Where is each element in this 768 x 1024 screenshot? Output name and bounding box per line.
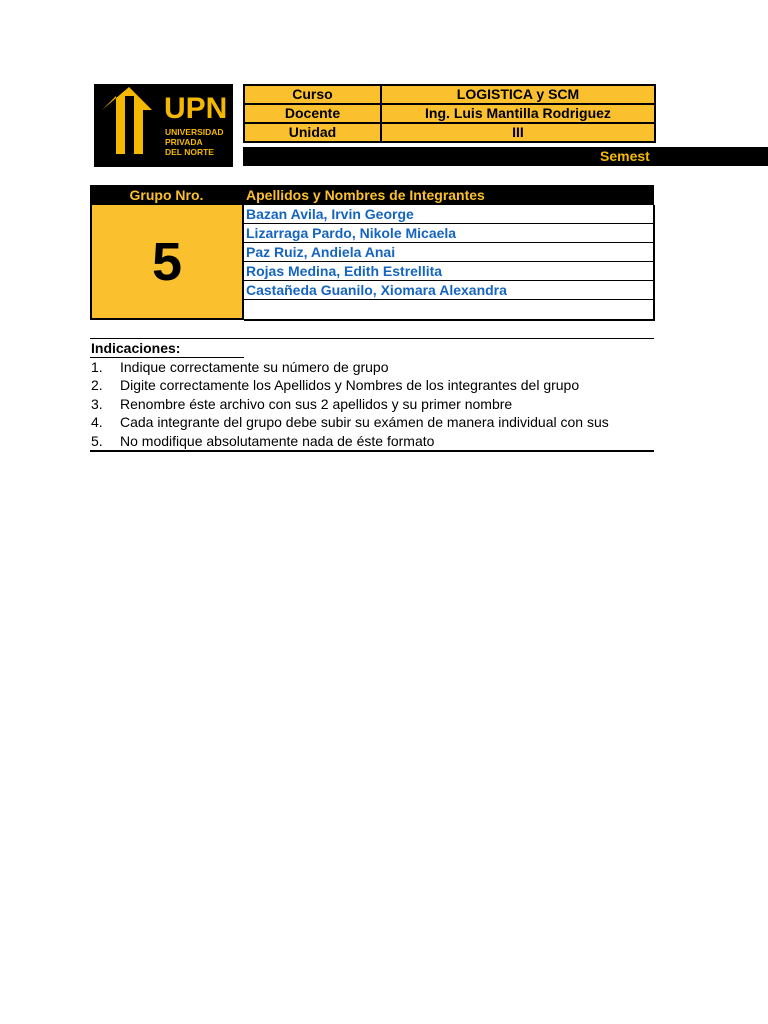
instruction-number: 4. bbox=[91, 414, 103, 431]
instruction-item bbox=[90, 432, 654, 450]
group-number: 5 bbox=[151, 232, 183, 292]
instruction-number: 2. bbox=[91, 377, 103, 394]
info-key: Curso bbox=[244, 85, 381, 104]
semester-bar bbox=[243, 147, 768, 166]
info-value: LOGISTICA y SCM bbox=[381, 85, 655, 104]
instructions bbox=[90, 338, 654, 452]
upn-arrow-icon bbox=[94, 84, 164, 167]
instruction-number: 5. bbox=[91, 432, 103, 449]
instruction-item bbox=[90, 395, 654, 413]
logo-name: UPN bbox=[164, 92, 228, 125]
logo-subtitle: UNIVERSIDAD PRIVADA DEL NORTE bbox=[165, 127, 224, 157]
upn-logo bbox=[94, 84, 233, 167]
info-value: III bbox=[381, 123, 655, 142]
member-cell[interactable]: Rojas Medina, Edith Estrellita bbox=[244, 262, 653, 281]
member-cell[interactable]: Bazan Avila, Irvin George bbox=[244, 205, 653, 224]
member-cell[interactable]: Paz Ruiz, Andiela Anai bbox=[244, 243, 653, 262]
instruction-item bbox=[90, 358, 654, 376]
info-value: Ing. Luis Mantilla Rodriguez bbox=[381, 104, 655, 123]
member-cell[interactable]: Castañeda Guanilo, Xiomara Alexandra bbox=[244, 281, 653, 300]
instruction-text: Renombre éste archivo con sus 2 apellidos y su primer nombre bbox=[120, 395, 513, 412]
group-number-header: Grupo Nro. bbox=[129, 187, 204, 203]
instructions-title: Indicaciones: bbox=[90, 339, 244, 358]
instruction-number: 3. bbox=[91, 395, 103, 412]
instruction-text: Cada integrante del grupo debe subir su exámen de manera individual con sus bbox=[120, 414, 609, 431]
course-info-table bbox=[243, 84, 656, 143]
group-header bbox=[90, 185, 654, 205]
member-cell[interactable]: Lizarraga Pardo, Nikole Micaela bbox=[244, 224, 653, 243]
group-number-cell[interactable] bbox=[90, 205, 244, 320]
instruction-number: 1. bbox=[91, 359, 103, 375]
instruction-text: No modifique absolutamente nada de éste formato bbox=[120, 432, 435, 449]
instruction-text: Indique correctamente su número de grupo bbox=[120, 359, 389, 375]
instruction-text: Digite correctamente los Apellidos y Nombres de los integrantes del grupo bbox=[120, 377, 580, 394]
course-row bbox=[244, 85, 655, 104]
info-key: Docente bbox=[244, 104, 381, 123]
teacher-row bbox=[244, 104, 655, 123]
members-header: Apellidos y Nombres de Integrantes bbox=[246, 187, 485, 203]
instruction-item bbox=[90, 413, 654, 431]
info-key: Unidad bbox=[244, 123, 381, 142]
instruction-item bbox=[90, 376, 654, 394]
member-cell[interactable] bbox=[244, 300, 653, 319]
semester-label: Semest bbox=[600, 148, 650, 164]
unit-row bbox=[244, 123, 655, 142]
members-list bbox=[244, 205, 655, 321]
